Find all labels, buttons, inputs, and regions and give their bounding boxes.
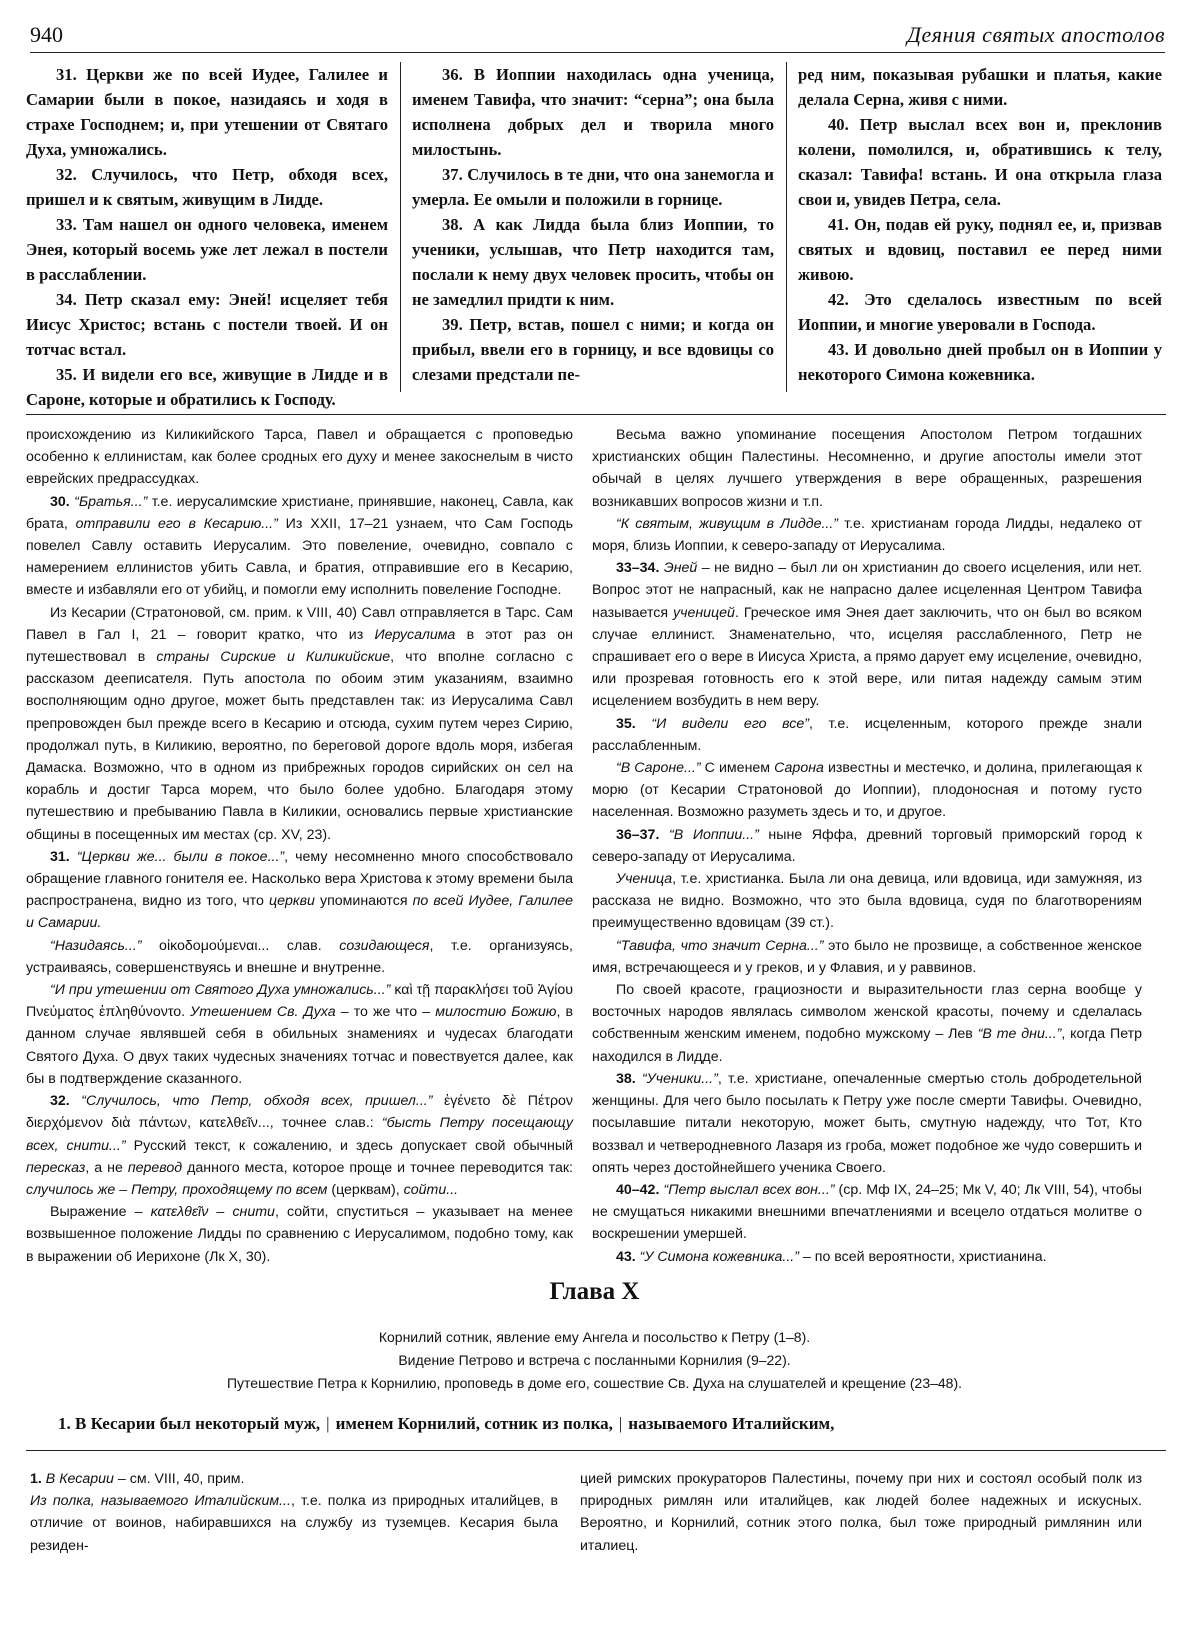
quote: “Тавифа, что значит Серна...”	[616, 937, 824, 954]
text: Из Кесарии (Стратоновой, см. прим. к VIII, 40) Савл отправляется в Тарс. Сам Павел в Гал I, 21 – говорит кратко, что из	[26, 604, 573, 643]
text: Из XXII, 17–21 узнаем, что Сам Господь повелел Савлу оставить Иерусалим. Это повеление, очевидно, совпало с намерением еллинистов убить Савла, и братия, отправившие его в Кесарию, вместе и избавляли его от убийц, и помогли ему исполнить повеление Господне.	[26, 515, 573, 599]
chapter-10-verse-1	[58, 1414, 1158, 1434]
commentary-paragraph	[592, 713, 1142, 757]
verse-32: 32. Случилось, что Петр, обходя всех, пришел и к святым, живущим в Лидде.	[26, 165, 388, 209]
greek-text: οἰκοδομούμεναι...	[141, 937, 270, 954]
greek-text: καὶ τῇ παρακλήσει τοῦ Ἁγίου Πνεύματος ἐπληθύνοντο.	[26, 982, 573, 1021]
emphasis: сойти...	[403, 1181, 459, 1198]
column-divider	[786, 62, 787, 392]
note-number: 36–37.	[616, 826, 660, 843]
summary-line: Путешествие Петра к Корнилию, проповедь в доме его, сошествие Св. Духа на слушателей и крещение (23–48).	[226, 1375, 963, 1391]
commentary-paragraph	[26, 1201, 573, 1268]
note-number: 30.	[50, 493, 70, 510]
footnote-right-column	[580, 1468, 1142, 1557]
verse-34: 34. Петр сказал ему: Эней! исцеляет тебя Иисус Христос; встань с постели твоей. И он тотчас встал.	[26, 290, 388, 359]
emphasis: Эней	[659, 560, 698, 577]
text: , т.е. исцеленным, которого прежде знали расслабленным.	[592, 715, 1142, 754]
commentary-paragraph: происхождению из Киликийского Тарса, Павел и обращается с проповедью особенно к еллинистам, как более сродных его духу и менее закоснелым в чисто еврейских предрассудках.	[26, 427, 573, 488]
commentary-paragraph	[592, 1179, 1142, 1246]
text: , чему несомненно много способствовало обращение главного гонителя ее. Насколько вера Христова к этому времени была распространена, видно из того, что	[26, 848, 573, 910]
commentary-paragraph	[26, 1090, 573, 1201]
section-divider	[26, 414, 1166, 415]
emphasis: перевод	[127, 1159, 183, 1176]
verse-38: 38. А как Лидда была близ Иоппии, то ученики, услышав, что Петр находится там, послали к нему двух человек просить, чтобы он не замедлил придти к ним.	[412, 215, 774, 309]
verse-42: 42. Это сделалось известным по всей Иоппии, и многие уверовали в Господа.	[798, 290, 1162, 334]
page-number: 940	[30, 22, 63, 47]
commentary-paragraph	[592, 824, 1142, 868]
text: , т.е. полка из природных италийцев, в отличие от воинов, набиравшихся на службу из туземцев. Кесария была резиден-	[30, 1493, 558, 1554]
scripture-column-1	[26, 62, 388, 412]
text: , т.е. христиане, опечаленные смертью столь добродетельной женщины. Для чего было посылать к Петру уже после смерти Тавифы. Очевидно, посылавшие питали некоторую, может быть, смутную надежду, что Тот, Кто воззвал и четверодневного Лазаря из гроба, может подобное же чудо совершить и опять через достойнейшего ученика Своего.	[592, 1070, 1142, 1176]
quote: “В Иоппии...”	[659, 826, 759, 843]
emphasis: Иерусалима	[374, 626, 456, 643]
commentary-paragraph: Весьма важно упоминание посещения Апостолом Петром тогдашних христианских общин Палестины. Несомненно, и другие апостолы имели этот обычай в целях лучшего утверждения в вере обращенных, разрешения возникавших вопросов жизни и т.п.	[592, 427, 1142, 510]
quote: “И при утешении от Святого Духа умножались...”	[50, 982, 391, 999]
emphasis: случилось же – Петру, проходящему по всем	[26, 1181, 328, 1198]
quote: “К святым, живущим в Лидде...”	[616, 515, 839, 532]
text: Выражение –	[50, 1204, 151, 1221]
commentary-left-column	[26, 424, 573, 1268]
text: это было не прозвище, а собственное женское имя, встречающееся и у греков, и у Флавия, и у раввинов.	[592, 937, 1142, 976]
emphasis: снити	[232, 1204, 275, 1221]
text: Русский текст, к сожалению, и здесь допускает свой обычный	[125, 1137, 573, 1154]
text: слав.	[269, 937, 340, 954]
footnote-left-column	[30, 1468, 558, 1557]
text: в этот раз он путешествовал в	[26, 626, 574, 666]
emphasis: пересказ	[26, 1159, 86, 1176]
text: , т.е. организуясь, устраиваясь, совершенствуясь и внешне и внутренне.	[26, 937, 573, 976]
text: – по всей вероятности, христианина.	[798, 1248, 1047, 1265]
commentary-paragraph	[592, 557, 1142, 712]
text: –	[208, 1204, 233, 1221]
note-number: 32.	[50, 1093, 70, 1110]
text: – не видно – был ли он христианин до своего исцеления, или нет. Вопрос этот не напрасный, как не напрасно далее исцеленная Центром Тавифа называется	[592, 560, 1142, 621]
note-number: 35.	[616, 715, 636, 732]
text: ныне Яффа, древний торговый приморский город к северо-западу от Иерусалима.	[592, 826, 1142, 865]
verse-43: 43. И довольно дней пробыл он в Иоппии у некоторого Симона кожевника.	[798, 340, 1162, 384]
note-number: 1.	[30, 1471, 42, 1487]
commentary-paragraph	[26, 491, 573, 602]
note-number: 33–34.	[616, 560, 660, 577]
note-number: 38.	[616, 1070, 636, 1087]
emphasis: по всей Иудее, Галилее и Самарии.	[26, 893, 573, 932]
summary-line: Видение Петрово и встреча с посланными Корнилия (9–22).	[398, 1352, 791, 1368]
text: , точнее слав.:	[269, 1115, 382, 1132]
commentary-paragraph	[26, 979, 573, 1090]
verse-31: 31. Церкви же по всей Иудее, Галилее и Самарии были в покое, назидаясь и ходя в страхе Господнем; и, при утешении от Святаго Духа, умножались.	[26, 65, 388, 159]
note-number: 40–42.	[616, 1181, 660, 1198]
commentary-paragraph	[592, 979, 1142, 1068]
scripture-column-2	[412, 62, 774, 387]
verse-39-continued: ред ним, показывая рубашки и платья, какие делала Серна, живя с ними.	[798, 65, 1162, 109]
quote: “Петр выслал всех вон...”	[659, 1181, 835, 1198]
text: т.е. христианам города Лидды, недалеко от моря, близь Иоппии, к северо-западу от Иерусалима.	[592, 515, 1142, 555]
commentary-paragraph	[592, 935, 1142, 979]
scripture-block	[26, 62, 1166, 412]
emphasis: Из полка, называемого Италийским...	[30, 1493, 291, 1510]
verse-41: 41. Он, подав ей руку, поднял ее, и, призвав святых и вдовиц, поставил ее перед ними живою.	[798, 215, 1162, 284]
quote: “И видели его все”	[635, 715, 809, 732]
text: т.е. иерусалимские христиане, принявшие, наконец, Савла, как брата,	[26, 493, 573, 532]
text: С именем	[700, 760, 775, 777]
quote: “Братья...”	[74, 493, 148, 510]
emphasis: “В те дни...”	[977, 1026, 1062, 1043]
commentary-paragraph: цией римских прокураторов Палестины, почему при них и состоял особый полк из природных римлян или италийцев, как людей более надежных и искусных. Вероятно, и Корнилий, сотник этого полка, был тоже природный римлянин или италиец.	[580, 1471, 1142, 1554]
quote: “Ученики...”	[635, 1070, 718, 1087]
text: По своей красоте, грациозности и выразительности глаз серна вообще у восточных народов являлась символом женской красоты, почему и сделалась собственным женским именем, подобно мужскому – Лев	[592, 982, 1142, 1043]
text: . Греческое имя Энея дает заключить, что он был во всяком случае еллинист. Знаменательно, что, исцеляя расслабленного, Петр не спрашивает его о вере в Иисуса Христа, а прямо дарует ему исцеление, очевидно, или прозревая готовность его к этой вере, или питая надежду самым этим исцелением возбудить в нем веру.	[592, 604, 1142, 710]
emphasis: ученицей	[673, 604, 735, 621]
page-header	[30, 18, 1165, 53]
verse-35: 35. И видели его все, живущие в Лидде и в Сароне, которые и обратились к Господу.	[26, 365, 388, 409]
text: данного места, которое проще и точнее переводится так:	[182, 1159, 573, 1176]
quote: “Случилось, что Петр, обходя всех, пришел...”	[81, 1093, 433, 1110]
commentary-right-column	[592, 424, 1142, 1268]
commentary-paragraph	[592, 868, 1142, 935]
commentary-paragraph	[26, 846, 573, 935]
emphasis: созидающеся	[339, 937, 430, 954]
verse-40: 40. Петр выслал всех вон и, преклонив колени, помолился, и, обратившись к телу, сказал: Тавифа! встань. И она открыла глаза свои и, увидев Петра, села.	[798, 115, 1162, 209]
text: , а не	[85, 1159, 128, 1176]
verse-36: 36. В Иоппии находилась одна ученица, именем Тавифа, что значит: “серна”; она была исполнена добрых дел и творила много милостынь.	[412, 65, 774, 159]
column-divider	[400, 62, 401, 392]
emphasis: Утешением Св. Духа	[185, 1004, 336, 1021]
greek-text: ἐγένετο δὲ Πέτρον διερχόμενον διὰ πάντων, κατελθεῖν...	[26, 1093, 573, 1132]
emphasis: милостию Божию	[435, 1004, 557, 1021]
quote: “Церкви же... были в покое...”	[76, 848, 285, 865]
text: известны и местечко, и долина, прилегающая к морю (от Кесарии Стратоновой до Иоппии), плодоносная и потому густо населенная. Возможно разуметь здесь и то, и другое.	[592, 760, 1142, 821]
verse-39: 39. Петр, встав, пошел с ними; и когда он прибыл, ввели его в горницу, и все вдовицы со слезами предстали пе-	[412, 315, 774, 384]
commentary-paragraph	[26, 935, 573, 979]
section-divider	[26, 1450, 1166, 1451]
note-number: 31.	[50, 848, 70, 865]
note-number: 43.	[616, 1248, 636, 1265]
quote: отправили его в Кесарию...”	[75, 515, 278, 532]
emphasis: церкви	[269, 893, 315, 910]
commentary-paragraph	[26, 602, 573, 846]
text: (ср. Мф IX, 24–25; Мк V, 40; Лк VIII, 54), чтобы не смущаться никакими внешними впечатлениями и всецело отдаться молитве о воскрешении умершей.	[592, 1181, 1142, 1243]
verse-33: 33. Там нашел он одного человека, именем Энея, который восемь уже лет лежал в постели в расслаблении.	[26, 215, 388, 284]
emphasis: Сарона	[774, 760, 824, 777]
commentary-paragraph	[592, 513, 1142, 557]
quote: “У Симона кожевника...”	[635, 1248, 799, 1265]
text: , когда Петр находился в Лидде.	[592, 1026, 1143, 1065]
text: , что вполне согласно с рассказом дееписателя. Путь апостола по обоим этим указаниям, взаимно восполняющим одно другое, может быть представлен так: из Иерусалима Савл препровожден был прежде всего в Кесарию и отсюда, сухим путем через Сирию, продолжал путь, в Киликию, вероятно, по береговой дороге вдоль моря, избегая Дамаска. Возможно, что в одном из прибрежных городов сирийских он сел на корабль и достиг Тарса морем, что было более удобно. Благодаря этому путешествию и пребыванию Павла в Киликии, основались первые христианские общины в посещенных им местах (ср. XV, 23).	[26, 649, 573, 843]
text: – см. VIII, 40, прим.	[113, 1471, 245, 1487]
column-separator: |	[618, 1414, 623, 1433]
quote: “Назидаясь...”	[50, 937, 142, 954]
verse-text: называемого Италийским,	[628, 1414, 835, 1433]
running-title: Деяния святых апостолов	[907, 22, 1165, 47]
commentary-paragraph	[30, 1468, 558, 1490]
quote: “В Сароне...”	[616, 760, 701, 777]
commentary-paragraph	[592, 1068, 1142, 1179]
text: (церквам),	[327, 1181, 404, 1198]
emphasis: “бысть Петру посещающу всех, снити...”	[26, 1115, 574, 1154]
emphasis: Ученица	[616, 871, 673, 888]
text: , т.е. христианка. Была ли она девица, или вдовица, иди замужняя, из рассказа не видно. Возможно, что это была вдовица, судя по благотворениям преимущественно вдовицам (39 ст.).	[592, 871, 1142, 932]
scripture-column-3	[798, 62, 1162, 387]
emphasis: В Кесарии	[41, 1471, 114, 1487]
text: упоминаются	[314, 893, 413, 910]
text: , в данном случае являвшей себя в обильных знамениях и чудесах благодати Святого Духа. О двух таких чудесных значениях тотчас и повествуется далее, как бы в подтверждение сказанного.	[26, 1004, 574, 1087]
greek-text: κατελθεῖν	[150, 1204, 209, 1221]
commentary-paragraph	[30, 1490, 558, 1557]
chapter-title: Глава X	[549, 1278, 640, 1305]
commentary-paragraph	[592, 1246, 1142, 1268]
chapter-summary	[0, 1326, 1189, 1395]
commentary-paragraph	[592, 757, 1142, 824]
verse-37: 37. Случилось в те дни, что она занемогла и умерла. Ее омыли и положили в горнице.	[412, 165, 774, 209]
summary-line: Корнилий сотник, явление ему Ангела и посольство к Петру (1–8).	[378, 1329, 811, 1345]
text: – то же что –	[335, 1004, 436, 1021]
column-separator: |	[326, 1414, 330, 1433]
verse-text: 1. В Кесарии был некоторый муж,	[58, 1414, 321, 1433]
emphasis: страны Сирские и Киликийские	[156, 649, 391, 666]
verse-text: именем Корнилий, сотник из полка,	[335, 1414, 613, 1433]
text: , сойти, спуститься – указывает на менее возвышенное положение Лидды по сравнению с Иерусалимом, подобно тому, как в выражении об Иерихоне (Лк X, 30).	[26, 1204, 574, 1265]
